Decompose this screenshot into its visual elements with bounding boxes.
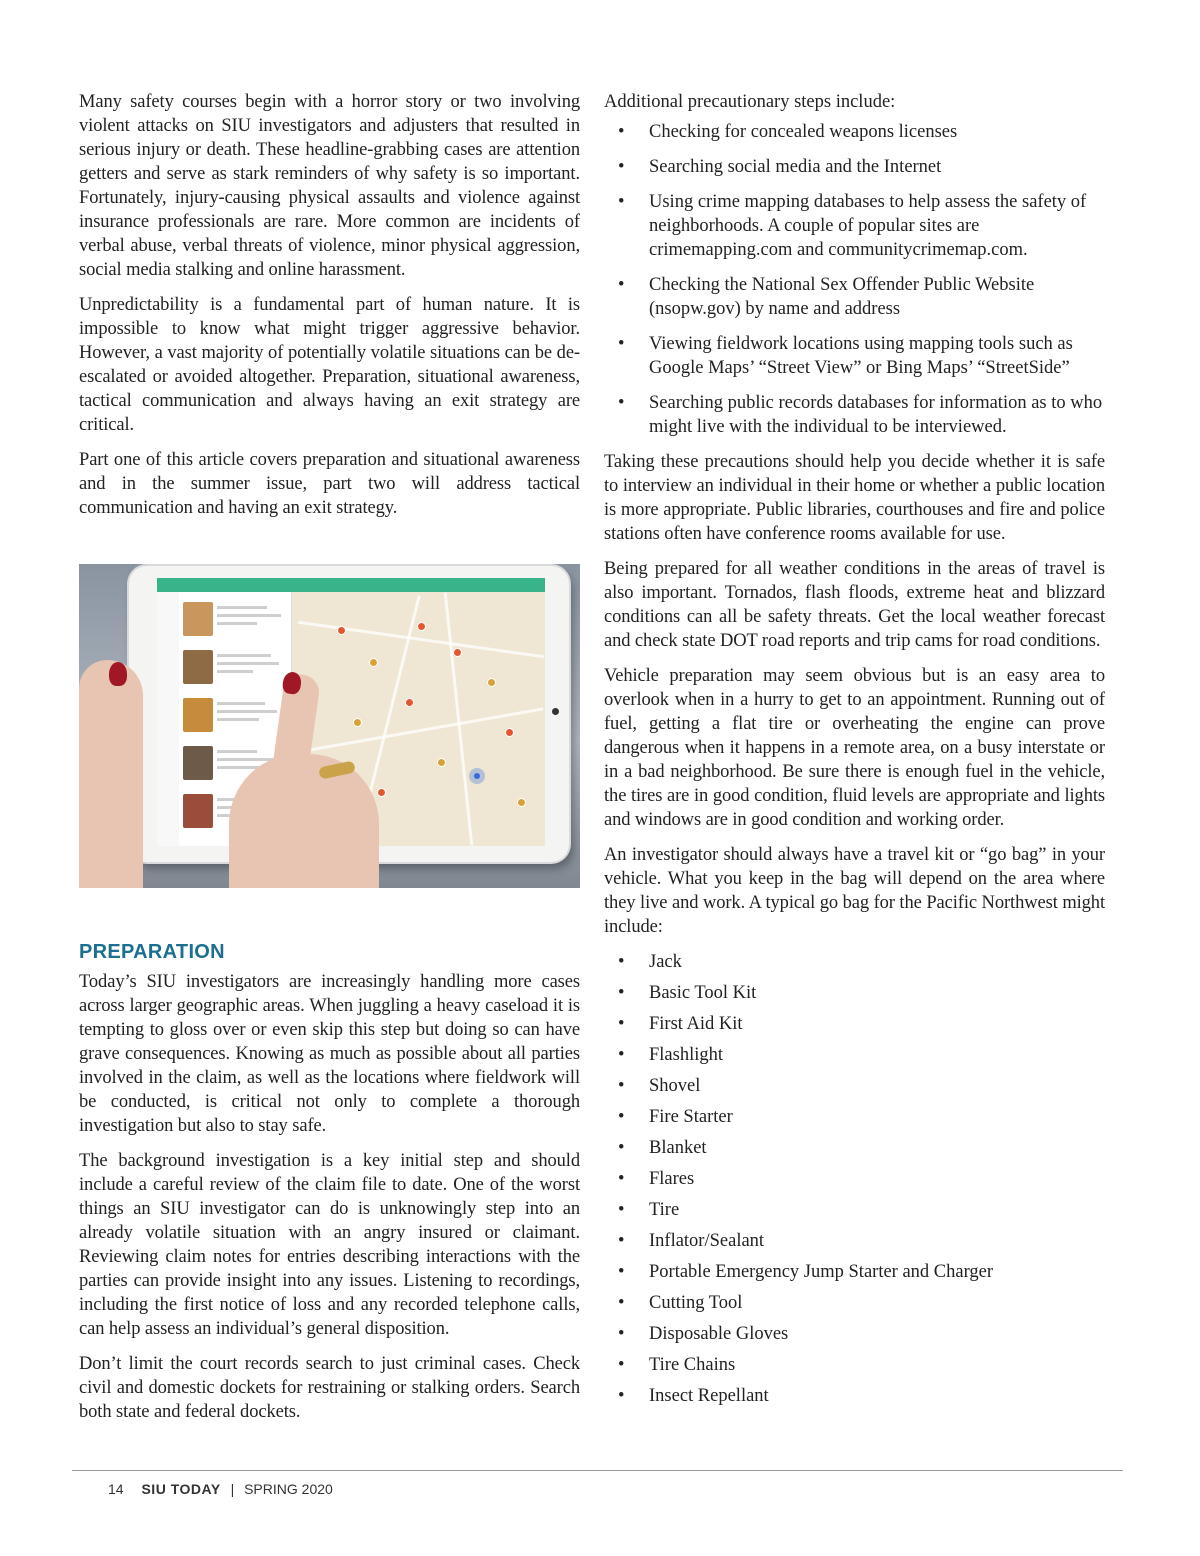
bullet: •: [618, 1045, 625, 1065]
list-item: • Tire Chains: [618, 1355, 736, 1375]
app-header-bar: [157, 578, 545, 592]
paragraph: Part one of this article covers preparation and situational awareness and in the summer issue, part two will address tactical communication and having an exit strategy.: [79, 450, 580, 518]
bullet: •: [618, 983, 625, 1003]
bullet: •: [618, 952, 625, 972]
section-heading: PREPARATION: [79, 941, 225, 963]
bullet: •: [618, 192, 625, 212]
bullet: •: [618, 275, 625, 295]
list-item: • Cutting Tool: [618, 1293, 743, 1313]
list-item: • Fire Starter: [618, 1107, 733, 1127]
bullet: •: [618, 334, 625, 354]
bullet: •: [618, 157, 625, 177]
map-pin: [377, 788, 386, 797]
list-item: • Disposable Gloves: [618, 1324, 789, 1344]
map-pin: [353, 718, 362, 727]
issue-label: SPRING 2020: [244, 1481, 333, 1497]
bullet: •: [618, 1200, 625, 1220]
right-column: [604, 90, 1105, 1415]
paragraph: Being prepared for all weather conditions in the areas of travel is also important. Tornados, flash floods, extreme heat and blizzard conditions can all be safety threats. Get the local weather forecast and check state DOT road reports and trip cams for road conditions.: [604, 559, 1105, 651]
map-pin: [337, 626, 346, 635]
current-location-icon: [469, 768, 485, 784]
list-item: • Searching social media and the Internet: [618, 157, 942, 177]
bullet: •: [618, 1293, 625, 1313]
list-item: • Flashlight: [618, 1045, 724, 1065]
tablet-map-photo: [79, 564, 580, 888]
bullet: •: [618, 1107, 625, 1127]
app-category-sidebar: [157, 592, 180, 846]
map-pin: [517, 798, 526, 807]
list-item: • Jack: [618, 952, 682, 972]
map-pin: [417, 622, 426, 631]
list-item: • Basic Tool Kit: [618, 983, 757, 1003]
paragraph: The background investigation is a key initial step and should include a careful review of the claim file to date. One of the worst things an SIU investigator can do is unknowingly step into an already volatile situation with an angry insured or claimant. Reviewing claim notes for entries describing interactions with the parties can provide insight into any issues. Listening to recordings, including the first notice of loss and any recorded telephone calls, can help assess an individual’s general disposition.: [79, 1151, 580, 1339]
paragraph: An investigator should always have a travel kit or “go bag” in your vehicle. What you keep in the bag will depend on the area where they live and work. A typical go bag for the Pacific Northwest might include:: [604, 845, 1105, 937]
page-footer: [108, 1481, 333, 1497]
tablet-home-button: [552, 708, 559, 715]
fingernail: [109, 662, 127, 686]
map-pin: [369, 658, 378, 667]
map-pin: [487, 678, 496, 687]
list-item: • Flares: [618, 1169, 695, 1189]
paragraph: Taking these precautions should help you decide whether it is safe to interview an individual in their home or whether a public location is more appropriate. Public libraries, courthouses and fire and police stations often have conference rooms available for use.: [604, 452, 1105, 544]
page-number: 14: [108, 1481, 124, 1497]
paragraph: Many safety courses begin with a horror story or two involving violent attacks on SIU investigators and adjusters that resulted in serious injury or death. These headline-grabbing cases are attention getters and serve as stark reminders of why safety is so important. Fortunately, injury-causing physical assaults and violence against insurance professionals are rare. More common are incidents of verbal abuse, verbal threats of violence, minor physical aggression, social media stalking and online harassment.: [79, 92, 580, 280]
bullet: •: [618, 1138, 625, 1158]
bullet: •: [618, 1014, 625, 1034]
list-item: • Tire: [618, 1200, 680, 1220]
right-hand: [229, 754, 379, 888]
footer-divider: [72, 1470, 1123, 1471]
list-item: • Portable Emergency Jump Starter and Charger: [618, 1262, 994, 1282]
list-item: • Using crime mapping databases to help assess the safety of neighborhoods. A couple of popular sites are crimemapping.com and communitycrimemap.com.: [618, 192, 1087, 260]
bullet: •: [618, 1324, 625, 1344]
left-column: [79, 90, 580, 1435]
magazine-title: SIU TODAY: [141, 1481, 221, 1497]
bullet: •: [618, 1076, 625, 1096]
list-intro: Additional precautionary steps include:: [604, 92, 896, 112]
list-item: • Searching public records databases for information as to who might live with the individual to be interviewed.: [618, 393, 1103, 437]
list-item: • Viewing fieldwork locations using mapping tools such as Google Maps’ “Street View” or Bing Maps’ “StreetSide”: [618, 334, 1073, 378]
map-pin: [437, 758, 446, 767]
precaution-list: [604, 120, 1105, 439]
footer-separator: |: [230, 1481, 235, 1497]
list-item: • Checking for concealed weapons licenses: [618, 122, 958, 142]
bullet: •: [618, 122, 625, 142]
bullet: •: [618, 393, 625, 413]
list-item: • Shovel: [618, 1076, 701, 1096]
list-item: • First Aid Kit: [618, 1014, 743, 1034]
bullet: •: [618, 1169, 625, 1189]
bullet: •: [618, 1355, 625, 1375]
list-item: [183, 598, 287, 642]
paragraph: Don’t limit the court records search to just criminal cases. Check civil and domestic dockets for restraining or stalking orders. Search both state and federal dockets.: [79, 1354, 580, 1422]
map-road: [444, 593, 474, 846]
bullet: •: [618, 1262, 625, 1282]
list-item: • Inflator/Sealant: [618, 1231, 765, 1251]
go-bag-list: [604, 950, 1105, 1408]
list-item: • Insect Repellant: [618, 1386, 769, 1406]
paragraph: Unpredictability is a fundamental part of human nature. It is impossible to know what might trigger aggressive behavior. However, a vast majority of potentially volatile situations can be de-escalated or avoided altogether. Preparation, situational awareness, tactical communication and always having an exit strategy are critical.: [79, 295, 580, 435]
paragraph: Today’s SIU investigators are increasingly handling more cases across larger geographic areas. When juggling a heavy caseload it is tempting to gloss over or even skip this step but doing so can have grave consequences. Knowing as much as possible about all parties involved in the claim, as well as the locations where fieldwork will be conducted, is critical not only to complete a thorough investigation but also to stay safe.: [79, 972, 580, 1136]
map-pin: [405, 698, 414, 707]
left-hand: [79, 660, 143, 888]
list-item: [183, 694, 287, 738]
paragraph: Vehicle preparation may seem obvious but is an easy area to overlook when in a hurry to get to an appointment. Running out of fuel, getting a flat tire or overheating the engine can prove dangerous when it happens in a remote area, on a busy interstate or in a bad neighborhood. Be sure there is enough fuel in the vehicle, the tires are in good condition, fluid levels are appropriate and lights and windows are in good condition and working order.: [604, 666, 1105, 830]
list-item: • Blanket: [618, 1138, 707, 1158]
bullet: •: [618, 1231, 625, 1251]
map-pin: [505, 728, 514, 737]
list-item: • Checking the National Sex Offender Public Website (nsopw.gov) by name and address: [618, 275, 1035, 319]
map-pin: [453, 648, 462, 657]
list-item: [183, 646, 287, 690]
bullet: •: [618, 1386, 625, 1406]
